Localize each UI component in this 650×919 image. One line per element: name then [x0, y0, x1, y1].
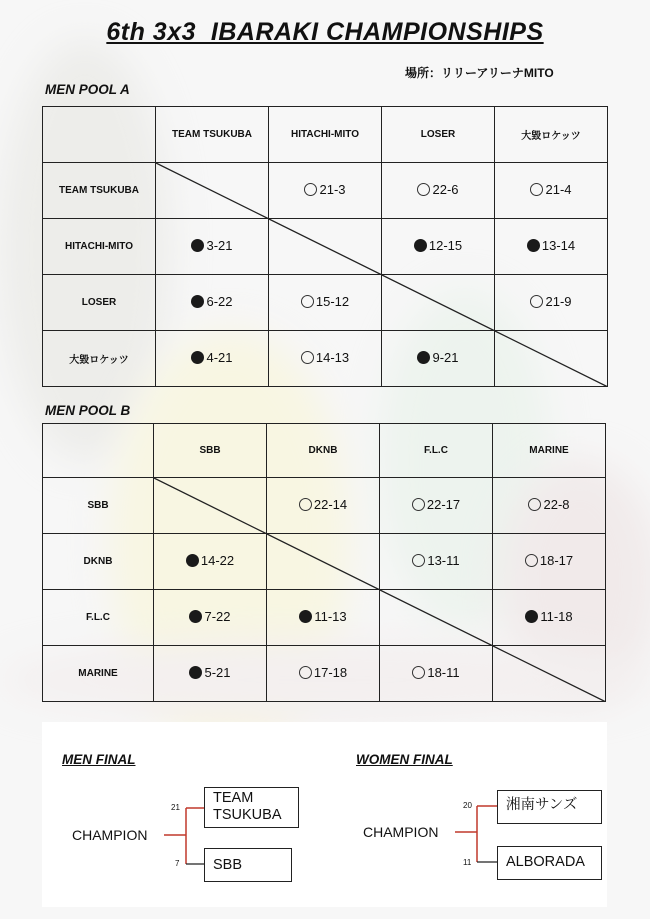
men-champion-label: CHAMPION [72, 827, 148, 843]
score-text: 22-14 [313, 497, 348, 512]
loss-dot-icon [417, 351, 430, 364]
finals-panel [42, 722, 607, 907]
loss-dot-icon [191, 295, 204, 308]
row-header: DKNB [43, 534, 154, 590]
match-result [189, 609, 230, 624]
diagonal-cell [380, 590, 493, 646]
win-circle-icon [525, 554, 538, 567]
match-result [301, 294, 349, 309]
diagonal-line [269, 219, 382, 275]
result-cell [156, 219, 269, 275]
column-header: 大毀ロケッツ [495, 107, 608, 163]
women-final-top-score: 20 [463, 801, 472, 810]
column-header: SBB [154, 424, 267, 478]
score-text: 21-9 [545, 294, 572, 309]
diagonal-line [156, 163, 269, 219]
diagonal-cell [154, 478, 267, 534]
result-cell [382, 331, 495, 387]
win-circle-icon [530, 183, 543, 196]
result-cell [269, 331, 382, 387]
diagonal-line [382, 275, 495, 331]
score-text: 22-17 [426, 497, 461, 512]
match-result [528, 497, 569, 512]
result-cell [382, 163, 495, 219]
pool-b-table [42, 423, 606, 702]
result-cell [493, 478, 606, 534]
column-header: HITACHI-MITO [269, 107, 382, 163]
score-text: 7-22 [204, 609, 231, 624]
pool-a-label: MEN POOL A [45, 82, 130, 97]
match-result [412, 553, 459, 568]
result-cell [269, 275, 382, 331]
women-final-top-team: 湘南サンズ [497, 790, 602, 824]
loss-dot-icon [186, 554, 199, 567]
result-cell [267, 646, 380, 702]
score-text: 14-13 [315, 350, 350, 365]
match-result [530, 182, 571, 197]
diagonal-line [493, 646, 606, 702]
match-result [412, 665, 459, 680]
match-result [525, 609, 572, 624]
match-result [412, 497, 460, 512]
loss-dot-icon [414, 239, 427, 252]
diagonal-cell [382, 275, 495, 331]
diagonal-cell [156, 163, 269, 219]
row-header: HITACHI-MITO [43, 219, 156, 275]
score-text: 18-17 [539, 553, 574, 568]
match-result [191, 238, 232, 253]
pool-b-label: MEN POOL B [45, 403, 131, 418]
score-text: 11-18 [540, 609, 573, 624]
column-header: MARINE [493, 424, 606, 478]
match-result [189, 665, 230, 680]
score-text: 5-21 [204, 665, 231, 680]
score-text: 21-4 [545, 182, 572, 197]
diagonal-line [495, 331, 608, 387]
result-cell [156, 275, 269, 331]
loss-dot-icon [299, 610, 312, 623]
result-cell [495, 163, 608, 219]
row-header: MARINE [43, 646, 154, 702]
score-text: 21-3 [319, 182, 346, 197]
table-row [43, 534, 606, 590]
score-text: 6-22 [206, 294, 233, 309]
result-cell [154, 590, 267, 646]
table-row [43, 478, 606, 534]
match-result [527, 238, 575, 253]
score-text: 14-22 [200, 553, 235, 568]
score-text: 11-13 [314, 609, 347, 624]
diagonal-line [154, 478, 267, 534]
result-cell [493, 534, 606, 590]
result-cell [380, 646, 493, 702]
women-final-bottom-team: ALBORADA [497, 846, 602, 880]
result-cell [154, 534, 267, 590]
men-final-top-team: TEAM TSUKUBA [204, 787, 299, 828]
result-cell [495, 275, 608, 331]
score-text: 13-14 [541, 238, 576, 253]
score-text: 13-11 [427, 553, 460, 568]
loss-dot-icon [189, 610, 202, 623]
result-cell [380, 534, 493, 590]
loss-dot-icon [191, 239, 204, 252]
row-header: LOSER [43, 275, 156, 331]
match-result [299, 609, 346, 624]
win-circle-icon [412, 498, 425, 511]
match-result [304, 182, 345, 197]
men-final-top-score: 21 [171, 803, 180, 812]
men-final-bottom-team: SBB [204, 848, 292, 882]
match-result [417, 350, 458, 365]
match-result [301, 350, 349, 365]
result-cell [267, 590, 380, 646]
result-cell [493, 590, 606, 646]
result-cell [156, 331, 269, 387]
match-result [530, 294, 571, 309]
match-result [191, 350, 232, 365]
column-header: DKNB [267, 424, 380, 478]
win-circle-icon [528, 498, 541, 511]
table-row [43, 219, 608, 275]
men-final-label: MEN FINAL [62, 752, 136, 767]
loss-dot-icon [189, 666, 202, 679]
diagonal-line [380, 590, 493, 646]
women-champion-label: CHAMPION [363, 824, 439, 840]
score-text: 12-15 [428, 238, 463, 253]
table-row [43, 163, 608, 219]
win-circle-icon [301, 351, 314, 364]
score-text: 9-21 [432, 350, 459, 365]
row-header: SBB [43, 478, 154, 534]
table-row [43, 275, 608, 331]
diagonal-cell [269, 219, 382, 275]
match-result [299, 497, 347, 512]
loss-dot-icon [525, 610, 538, 623]
column-header: LOSER [382, 107, 495, 163]
pool-a-table [42, 106, 608, 387]
win-circle-icon [417, 183, 430, 196]
diagonal-cell [493, 646, 606, 702]
match-result [525, 553, 573, 568]
win-circle-icon [299, 666, 312, 679]
column-header: TEAM TSUKUBA [156, 107, 269, 163]
result-cell [154, 646, 267, 702]
match-result [186, 553, 234, 568]
match-result [414, 238, 462, 253]
result-cell [382, 219, 495, 275]
score-text: 22-6 [432, 182, 459, 197]
women-final-label: WOMEN FINAL [356, 752, 453, 767]
result-cell [267, 478, 380, 534]
match-result [191, 294, 232, 309]
table-row [43, 646, 606, 702]
score-text: 17-18 [313, 665, 348, 680]
win-circle-icon [301, 295, 314, 308]
corner-cell [43, 424, 154, 478]
score-text: 3-21 [206, 238, 233, 253]
win-circle-icon [304, 183, 317, 196]
result-cell [380, 478, 493, 534]
page-title: 6th 3x3 IBARAKI CHAMPIONSHIPS [106, 18, 544, 46]
loss-dot-icon [191, 351, 204, 364]
men-final-bottom-score: 7 [175, 859, 180, 868]
win-circle-icon [412, 666, 425, 679]
score-text: 4-21 [206, 350, 233, 365]
score-text: 18-11 [427, 665, 460, 680]
table-row [43, 331, 608, 387]
score-text: 15-12 [315, 294, 350, 309]
column-header: F.L.C [380, 424, 493, 478]
match-result [299, 665, 347, 680]
row-header: TEAM TSUKUBA [43, 163, 156, 219]
diagonal-line [267, 534, 380, 590]
table-row [43, 590, 606, 646]
venue-label: 場所：リリーアリーナMITO [405, 66, 554, 80]
row-header: 大毀ロケッツ [43, 331, 156, 387]
diagonal-cell [267, 534, 380, 590]
result-cell [495, 219, 608, 275]
corner-cell [43, 107, 156, 163]
win-circle-icon [299, 498, 312, 511]
match-result [417, 182, 458, 197]
win-circle-icon [530, 295, 543, 308]
row-header: F.L.C [43, 590, 154, 646]
loss-dot-icon [527, 239, 540, 252]
women-final-bottom-score: 11 [463, 858, 472, 867]
win-circle-icon [412, 554, 425, 567]
result-cell [269, 163, 382, 219]
score-text: 22-8 [543, 497, 570, 512]
diagonal-cell [495, 331, 608, 387]
